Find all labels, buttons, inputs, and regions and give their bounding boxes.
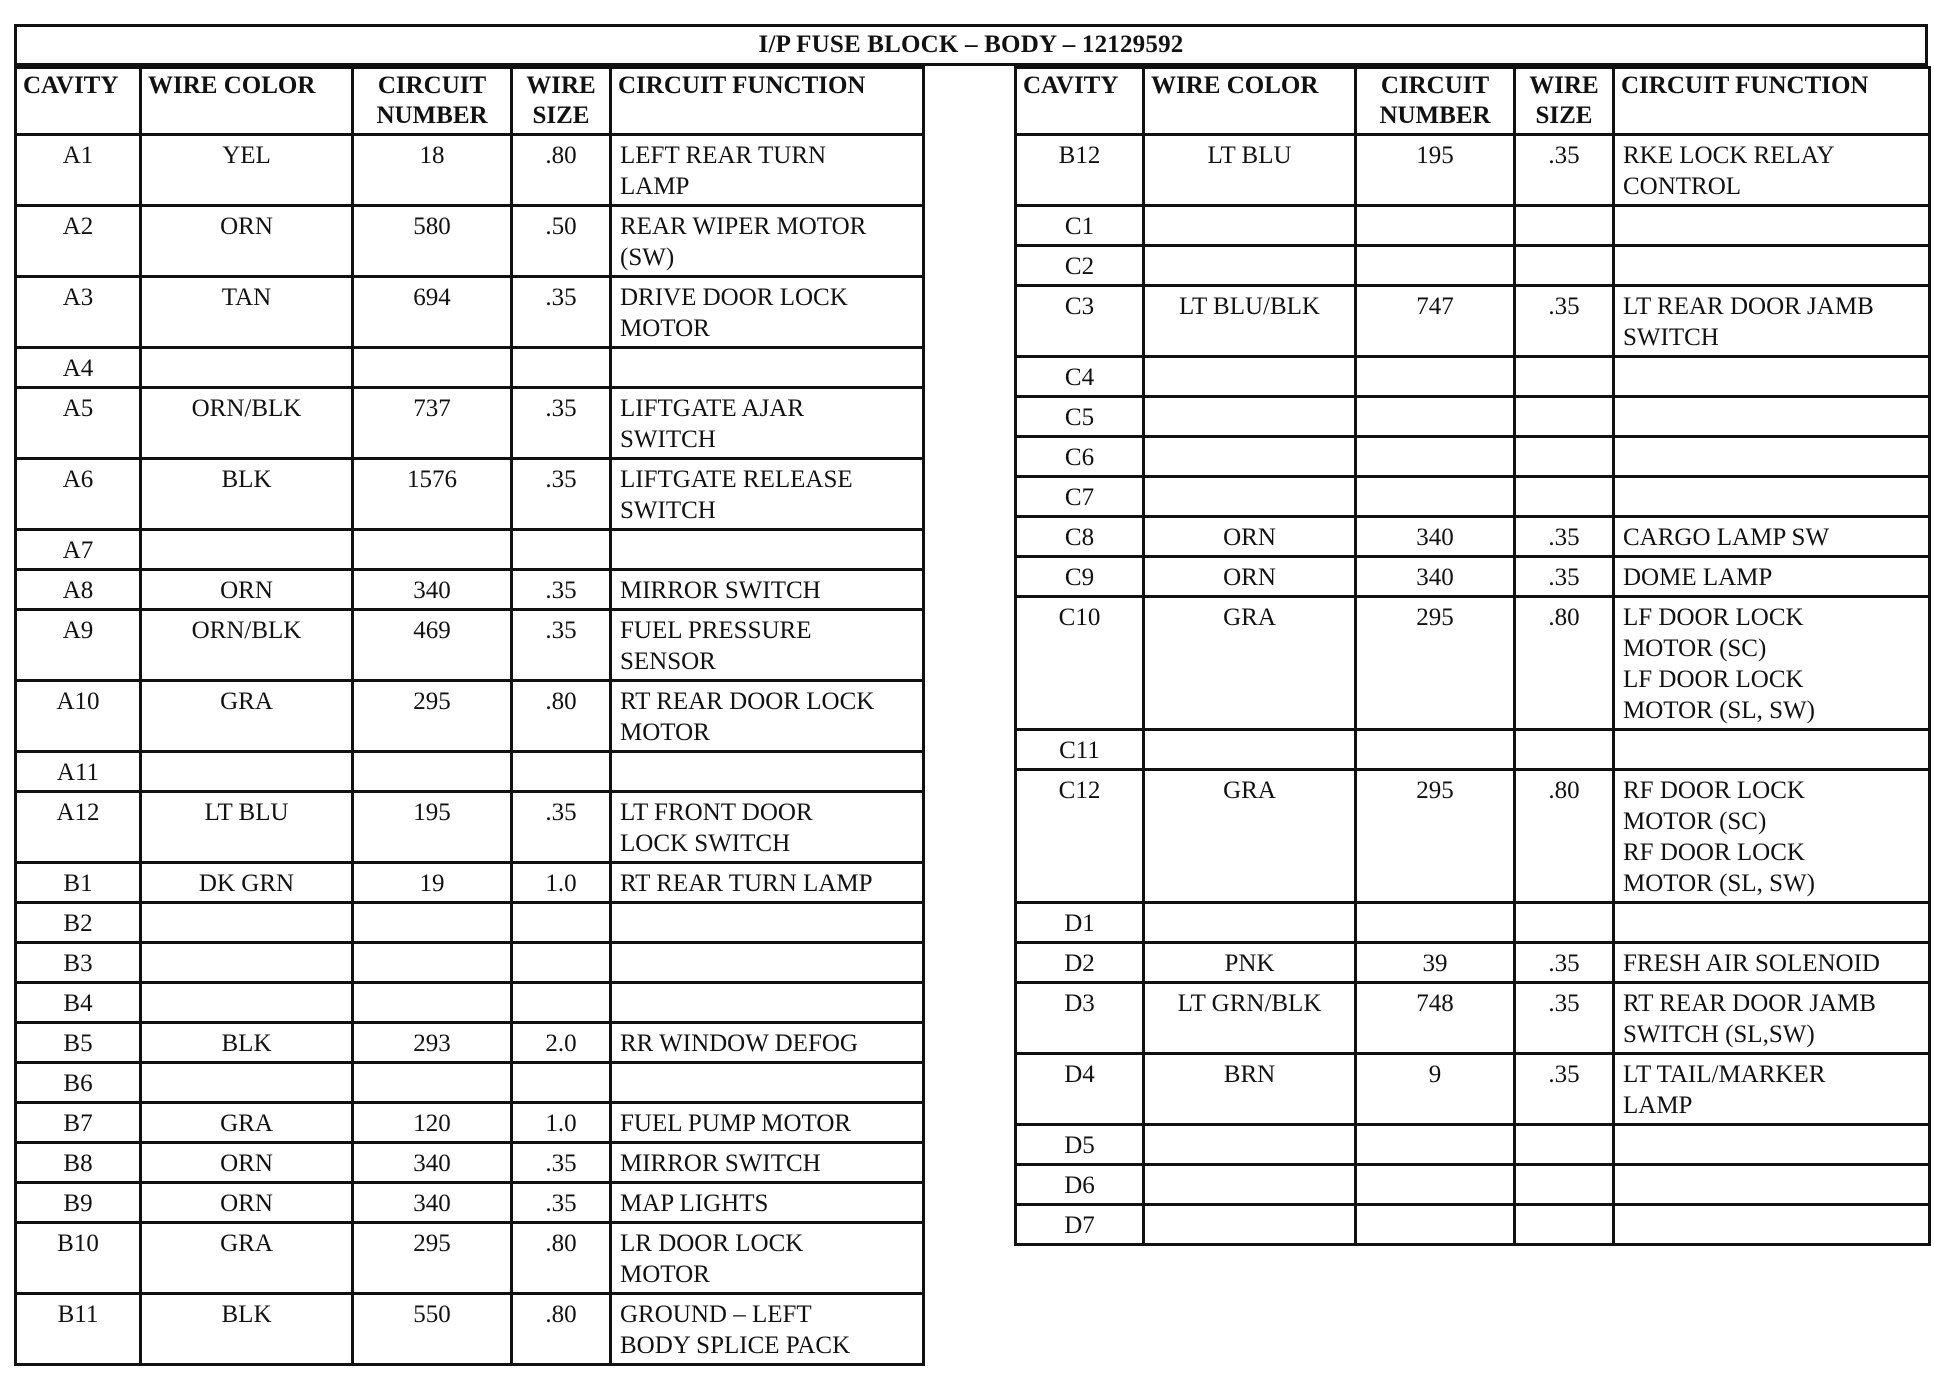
table-row bbox=[1016, 135, 1930, 206]
cavity-cell: B7 bbox=[16, 1103, 141, 1143]
wire-size-cell bbox=[512, 348, 611, 388]
circuit-function-cell bbox=[1614, 903, 1930, 943]
wire-size-cell: .80 bbox=[512, 1223, 611, 1294]
cavity-cell: A5 bbox=[16, 388, 141, 459]
wire-size-cell: .80 bbox=[512, 135, 611, 206]
cavity-cell: D7 bbox=[1016, 1205, 1144, 1245]
circuit-function-cell: LT FRONT DOOR LOCK SWITCH bbox=[611, 792, 924, 863]
header-circuit-number: CIRCUIT NUMBER bbox=[1356, 68, 1515, 135]
right-fuse-table bbox=[1014, 66, 1931, 1246]
circuit-function-cell: GROUND – LEFT BODY SPLICE PACK bbox=[611, 1294, 924, 1365]
circuit-function-cell: LIFTGATE RELEASE SWITCH bbox=[611, 459, 924, 530]
wire-color-cell bbox=[141, 903, 353, 943]
wire-size-cell: .80 bbox=[1515, 597, 1614, 730]
header-cavity: CAVITY bbox=[1016, 68, 1144, 135]
circuit-function-cell: LR DOOR LOCK MOTOR bbox=[611, 1223, 924, 1294]
circuit-number-cell: 195 bbox=[353, 792, 512, 863]
cavity-cell: A8 bbox=[16, 570, 141, 610]
cavity-cell: C3 bbox=[1016, 286, 1144, 357]
header-wire-size: WIRE SIZE bbox=[512, 68, 611, 135]
wire-size-cell bbox=[1515, 730, 1614, 770]
wire-size-cell: 1.0 bbox=[512, 1103, 611, 1143]
wire-color-cell: GRA bbox=[1144, 597, 1356, 730]
wire-size-cell: .35 bbox=[1515, 517, 1614, 557]
wire-size-cell bbox=[1515, 1125, 1614, 1165]
wire-color-cell bbox=[141, 752, 353, 792]
wire-size-cell: .35 bbox=[1515, 557, 1614, 597]
circuit-number-cell: 293 bbox=[353, 1023, 512, 1063]
table-row bbox=[16, 983, 924, 1023]
circuit-function-cell bbox=[1614, 1205, 1930, 1245]
cavity-cell: A11 bbox=[16, 752, 141, 792]
wire-color-cell bbox=[141, 983, 353, 1023]
circuit-function-cell: LIFTGATE AJAR SWITCH bbox=[611, 388, 924, 459]
table-row bbox=[1016, 1205, 1930, 1245]
circuit-function-cell: FUEL PUMP MOTOR bbox=[611, 1103, 924, 1143]
circuit-function-cell: RT REAR TURN LAMP bbox=[611, 863, 924, 903]
circuit-function-cell: DRIVE DOOR LOCK MOTOR bbox=[611, 277, 924, 348]
header-circuit-function: CIRCUIT FUNCTION bbox=[611, 68, 924, 135]
wire-size-cell bbox=[1515, 903, 1614, 943]
wire-color-cell: TAN bbox=[141, 277, 353, 348]
circuit-number-cell bbox=[1356, 730, 1515, 770]
wire-size-cell: .50 bbox=[512, 206, 611, 277]
wire-size-cell: .35 bbox=[512, 388, 611, 459]
wire-color-cell bbox=[1144, 903, 1356, 943]
cavity-cell: A7 bbox=[16, 530, 141, 570]
table-row bbox=[16, 459, 924, 530]
circuit-function-cell: MIRROR SWITCH bbox=[611, 570, 924, 610]
circuit-number-cell bbox=[1356, 477, 1515, 517]
table-header-row bbox=[1016, 68, 1930, 135]
circuit-function-cell bbox=[1614, 477, 1930, 517]
header-circuit-number: CIRCUIT NUMBER bbox=[353, 68, 512, 135]
wire-size-cell bbox=[1515, 437, 1614, 477]
wire-color-cell: DK GRN bbox=[141, 863, 353, 903]
circuit-number-cell: 469 bbox=[353, 610, 512, 681]
table-row bbox=[1016, 597, 1930, 730]
circuit-function-cell bbox=[611, 530, 924, 570]
circuit-function-cell: CARGO LAMP SW bbox=[1614, 517, 1930, 557]
table-row bbox=[1016, 1165, 1930, 1205]
circuit-function-cell bbox=[1614, 397, 1930, 437]
wire-color-cell: LT GRN/BLK bbox=[1144, 983, 1356, 1054]
circuit-number-cell: 18 bbox=[353, 135, 512, 206]
wire-size-cell bbox=[512, 983, 611, 1023]
wire-color-cell: BLK bbox=[141, 459, 353, 530]
circuit-number-cell: 19 bbox=[353, 863, 512, 903]
table-row bbox=[16, 277, 924, 348]
cavity-cell: D2 bbox=[1016, 943, 1144, 983]
circuit-function-cell bbox=[611, 1063, 924, 1103]
circuit-function-cell: REAR WIPER MOTOR (SW) bbox=[611, 206, 924, 277]
circuit-number-cell bbox=[1356, 903, 1515, 943]
circuit-number-cell bbox=[1356, 1165, 1515, 1205]
cavity-cell: D4 bbox=[1016, 1054, 1144, 1125]
table-row bbox=[16, 943, 924, 983]
circuit-number-cell: 747 bbox=[1356, 286, 1515, 357]
right-table-body bbox=[1016, 135, 1930, 1245]
cavity-cell: A3 bbox=[16, 277, 141, 348]
cavity-cell: C11 bbox=[1016, 730, 1144, 770]
circuit-function-cell: LT TAIL/MARKER LAMP bbox=[1614, 1054, 1930, 1125]
cavity-cell: D3 bbox=[1016, 983, 1144, 1054]
table-row bbox=[1016, 357, 1930, 397]
circuit-number-cell bbox=[1356, 1205, 1515, 1245]
table-row bbox=[16, 570, 924, 610]
wire-color-cell: GRA bbox=[141, 1223, 353, 1294]
table-row bbox=[1016, 770, 1930, 903]
wire-size-cell: .80 bbox=[1515, 770, 1614, 903]
wire-size-cell bbox=[1515, 1205, 1614, 1245]
circuit-number-cell bbox=[1356, 357, 1515, 397]
page-title: I/P FUSE BLOCK – BODY – 12129592 bbox=[14, 24, 1928, 66]
table-row bbox=[16, 1023, 924, 1063]
wire-size-cell bbox=[1515, 357, 1614, 397]
wire-color-cell: ORN bbox=[141, 206, 353, 277]
wire-color-cell: BLK bbox=[141, 1023, 353, 1063]
wire-color-cell bbox=[141, 1063, 353, 1103]
cavity-cell: C1 bbox=[1016, 206, 1144, 246]
circuit-number-cell: 1576 bbox=[353, 459, 512, 530]
circuit-number-cell bbox=[353, 943, 512, 983]
wire-color-cell bbox=[141, 530, 353, 570]
cavity-cell: B4 bbox=[16, 983, 141, 1023]
wire-size-cell: .35 bbox=[1515, 135, 1614, 206]
table-row bbox=[1016, 1125, 1930, 1165]
wire-color-cell: ORN bbox=[1144, 557, 1356, 597]
cavity-cell: A12 bbox=[16, 792, 141, 863]
wire-size-cell bbox=[512, 1063, 611, 1103]
circuit-function-cell: LT REAR DOOR JAMB SWITCH bbox=[1614, 286, 1930, 357]
wire-size-cell: .35 bbox=[512, 1143, 611, 1183]
table-row bbox=[16, 792, 924, 863]
table-row bbox=[1016, 437, 1930, 477]
cavity-cell: D6 bbox=[1016, 1165, 1144, 1205]
wire-color-cell: GRA bbox=[1144, 770, 1356, 903]
circuit-function-cell bbox=[1614, 357, 1930, 397]
cavity-cell: B5 bbox=[16, 1023, 141, 1063]
wire-size-cell: .35 bbox=[1515, 983, 1614, 1054]
circuit-function-cell: MIRROR SWITCH bbox=[611, 1143, 924, 1183]
wire-color-cell bbox=[141, 348, 353, 388]
circuit-function-cell bbox=[1614, 1165, 1930, 1205]
circuit-number-cell: 340 bbox=[353, 1143, 512, 1183]
circuit-function-cell: MAP LIGHTS bbox=[611, 1183, 924, 1223]
wire-color-cell: BRN bbox=[1144, 1054, 1356, 1125]
wire-color-cell: LT BLU bbox=[141, 792, 353, 863]
table-row bbox=[16, 752, 924, 792]
table-row bbox=[16, 530, 924, 570]
circuit-function-cell bbox=[1614, 1125, 1930, 1165]
header-cavity: CAVITY bbox=[16, 68, 141, 135]
circuit-function-cell: RT REAR DOOR LOCK MOTOR bbox=[611, 681, 924, 752]
circuit-number-cell: 295 bbox=[1356, 770, 1515, 903]
circuit-function-cell: DOME LAMP bbox=[1614, 557, 1930, 597]
cavity-cell: B3 bbox=[16, 943, 141, 983]
table-row bbox=[1016, 557, 1930, 597]
circuit-number-cell bbox=[1356, 206, 1515, 246]
wire-size-cell: .35 bbox=[512, 459, 611, 530]
wire-color-cell bbox=[1144, 730, 1356, 770]
wire-color-cell bbox=[141, 943, 353, 983]
wire-size-cell bbox=[512, 943, 611, 983]
table-row bbox=[16, 1294, 924, 1365]
cavity-cell: B10 bbox=[16, 1223, 141, 1294]
wire-color-cell: PNK bbox=[1144, 943, 1356, 983]
wire-size-cell: .35 bbox=[1515, 1054, 1614, 1125]
wire-color-cell bbox=[1144, 357, 1356, 397]
cavity-cell: A2 bbox=[16, 206, 141, 277]
wire-size-cell: 2.0 bbox=[512, 1023, 611, 1063]
header-wire-color: WIRE COLOR bbox=[1144, 68, 1356, 135]
wire-color-cell: ORN bbox=[141, 1143, 353, 1183]
table-row bbox=[1016, 517, 1930, 557]
wire-size-cell bbox=[1515, 477, 1614, 517]
circuit-function-cell: RR WINDOW DEFOG bbox=[611, 1023, 924, 1063]
wire-color-cell: ORN bbox=[141, 570, 353, 610]
wire-size-cell: .80 bbox=[512, 1294, 611, 1365]
cavity-cell: A1 bbox=[16, 135, 141, 206]
circuit-number-cell: 120 bbox=[353, 1103, 512, 1143]
circuit-number-cell: 748 bbox=[1356, 983, 1515, 1054]
cavity-cell: A6 bbox=[16, 459, 141, 530]
circuit-number-cell bbox=[353, 983, 512, 1023]
circuit-number-cell: 295 bbox=[1356, 597, 1515, 730]
wire-color-cell: GRA bbox=[141, 1103, 353, 1143]
circuit-number-cell: 737 bbox=[353, 388, 512, 459]
cavity-cell: D1 bbox=[1016, 903, 1144, 943]
circuit-number-cell: 9 bbox=[1356, 1054, 1515, 1125]
table-row bbox=[16, 1183, 924, 1223]
table-row bbox=[16, 388, 924, 459]
wire-color-cell bbox=[1144, 1205, 1356, 1245]
circuit-number-cell: 340 bbox=[353, 1183, 512, 1223]
circuit-number-cell bbox=[1356, 397, 1515, 437]
cavity-cell: C4 bbox=[1016, 357, 1144, 397]
circuit-function-cell: RF DOOR LOCK MOTOR (SC) RF DOOR LOCK MOTOR (SL, SW) bbox=[1614, 770, 1930, 903]
cavity-cell: A10 bbox=[16, 681, 141, 752]
table-row bbox=[16, 1143, 924, 1183]
wire-color-cell: ORN/BLK bbox=[141, 388, 353, 459]
cavity-cell: C5 bbox=[1016, 397, 1144, 437]
wire-size-cell bbox=[512, 903, 611, 943]
circuit-number-cell bbox=[353, 903, 512, 943]
wire-color-cell: ORN bbox=[1144, 517, 1356, 557]
wire-color-cell bbox=[1144, 246, 1356, 286]
circuit-function-cell: FUEL PRESSURE SENSOR bbox=[611, 610, 924, 681]
wire-color-cell: LT BLU/BLK bbox=[1144, 286, 1356, 357]
header-wire-size: WIRE SIZE bbox=[1515, 68, 1614, 135]
circuit-function-cell: LF DOOR LOCK MOTOR (SC) LF DOOR LOCK MOTOR (SL, SW) bbox=[1614, 597, 1930, 730]
cavity-cell: B11 bbox=[16, 1294, 141, 1365]
cavity-cell: B12 bbox=[1016, 135, 1144, 206]
table-row bbox=[16, 206, 924, 277]
table-row bbox=[1016, 983, 1930, 1054]
table-row bbox=[16, 903, 924, 943]
table-row bbox=[1016, 397, 1930, 437]
wire-size-cell: .35 bbox=[1515, 286, 1614, 357]
wire-color-cell: BLK bbox=[141, 1294, 353, 1365]
header-wire-color: WIRE COLOR bbox=[141, 68, 353, 135]
circuit-function-cell bbox=[1614, 246, 1930, 286]
cavity-cell: A9 bbox=[16, 610, 141, 681]
table-row bbox=[16, 1103, 924, 1143]
wire-color-cell bbox=[1144, 397, 1356, 437]
wire-size-cell: .35 bbox=[512, 570, 611, 610]
wire-color-cell bbox=[1144, 1165, 1356, 1205]
circuit-function-cell: RT REAR DOOR JAMB SWITCH (SL,SW) bbox=[1614, 983, 1930, 1054]
circuit-function-cell bbox=[611, 943, 924, 983]
table-row bbox=[1016, 286, 1930, 357]
cavity-cell: C2 bbox=[1016, 246, 1144, 286]
wire-size-cell: .35 bbox=[512, 610, 611, 681]
table-row bbox=[1016, 206, 1930, 246]
circuit-function-cell bbox=[1614, 437, 1930, 477]
circuit-function-cell bbox=[611, 983, 924, 1023]
circuit-number-cell bbox=[1356, 1125, 1515, 1165]
wire-size-cell: 1.0 bbox=[512, 863, 611, 903]
table-row bbox=[16, 1223, 924, 1294]
table-row bbox=[16, 681, 924, 752]
circuit-number-cell: 694 bbox=[353, 277, 512, 348]
wire-size-cell bbox=[512, 530, 611, 570]
wire-color-cell bbox=[1144, 437, 1356, 477]
wire-size-cell bbox=[1515, 206, 1614, 246]
cavity-cell: B2 bbox=[16, 903, 141, 943]
cavity-cell: B8 bbox=[16, 1143, 141, 1183]
table-header-row bbox=[16, 68, 924, 135]
wire-color-cell: ORN bbox=[141, 1183, 353, 1223]
circuit-function-cell bbox=[611, 348, 924, 388]
table-row bbox=[1016, 246, 1930, 286]
table-row bbox=[1016, 1054, 1930, 1125]
table-row bbox=[1016, 730, 1930, 770]
circuit-number-cell: 340 bbox=[1356, 557, 1515, 597]
wire-color-cell: ORN/BLK bbox=[141, 610, 353, 681]
cavity-cell: C10 bbox=[1016, 597, 1144, 730]
circuit-number-cell: 195 bbox=[1356, 135, 1515, 206]
table-row bbox=[16, 610, 924, 681]
cavity-cell: A4 bbox=[16, 348, 141, 388]
table-row bbox=[1016, 477, 1930, 517]
left-fuse-table bbox=[14, 66, 925, 1366]
circuit-function-cell bbox=[1614, 730, 1930, 770]
table-row bbox=[16, 348, 924, 388]
circuit-number-cell bbox=[353, 530, 512, 570]
circuit-number-cell: 580 bbox=[353, 206, 512, 277]
wire-size-cell: .35 bbox=[512, 792, 611, 863]
wire-size-cell: .35 bbox=[1515, 943, 1614, 983]
wire-size-cell bbox=[1515, 1165, 1614, 1205]
cavity-cell: C6 bbox=[1016, 437, 1144, 477]
table-row bbox=[16, 863, 924, 903]
circuit-number-cell: 550 bbox=[353, 1294, 512, 1365]
circuit-function-cell bbox=[611, 752, 924, 792]
wire-color-cell: YEL bbox=[141, 135, 353, 206]
circuit-number-cell: 39 bbox=[1356, 943, 1515, 983]
cavity-cell: D5 bbox=[1016, 1125, 1144, 1165]
wire-size-cell bbox=[512, 752, 611, 792]
wire-size-cell: .35 bbox=[512, 1183, 611, 1223]
cavity-cell: B6 bbox=[16, 1063, 141, 1103]
cavity-cell: C9 bbox=[1016, 557, 1144, 597]
wire-size-cell: .80 bbox=[512, 681, 611, 752]
circuit-number-cell bbox=[353, 752, 512, 792]
circuit-number-cell bbox=[353, 1063, 512, 1103]
wire-color-cell: LT BLU bbox=[1144, 135, 1356, 206]
wire-color-cell: GRA bbox=[141, 681, 353, 752]
circuit-number-cell: 295 bbox=[353, 681, 512, 752]
circuit-function-cell bbox=[611, 903, 924, 943]
circuit-function-cell: RKE LOCK RELAY CONTROL bbox=[1614, 135, 1930, 206]
circuit-function-cell bbox=[1614, 206, 1930, 246]
circuit-number-cell bbox=[353, 348, 512, 388]
circuit-number-cell bbox=[1356, 246, 1515, 286]
table-row bbox=[16, 1063, 924, 1103]
circuit-number-cell: 340 bbox=[1356, 517, 1515, 557]
header-circuit-function: CIRCUIT FUNCTION bbox=[1614, 68, 1930, 135]
wire-size-cell bbox=[1515, 246, 1614, 286]
wire-size-cell bbox=[1515, 397, 1614, 437]
table-row bbox=[16, 135, 924, 206]
cavity-cell: C8 bbox=[1016, 517, 1144, 557]
cavity-cell: B9 bbox=[16, 1183, 141, 1223]
cavity-cell: C12 bbox=[1016, 770, 1144, 903]
cavity-cell: B1 bbox=[16, 863, 141, 903]
wire-size-cell: .35 bbox=[512, 277, 611, 348]
circuit-function-cell: FRESH AIR SOLENOID bbox=[1614, 943, 1930, 983]
circuit-number-cell: 340 bbox=[353, 570, 512, 610]
table-row bbox=[1016, 943, 1930, 983]
cavity-cell: C7 bbox=[1016, 477, 1144, 517]
wire-color-cell bbox=[1144, 477, 1356, 517]
circuit-number-cell bbox=[1356, 437, 1515, 477]
table-row bbox=[1016, 903, 1930, 943]
wire-color-cell bbox=[1144, 1125, 1356, 1165]
circuit-number-cell: 295 bbox=[353, 1223, 512, 1294]
circuit-function-cell: LEFT REAR TURN LAMP bbox=[611, 135, 924, 206]
left-table-body bbox=[16, 135, 924, 1365]
wire-color-cell bbox=[1144, 206, 1356, 246]
